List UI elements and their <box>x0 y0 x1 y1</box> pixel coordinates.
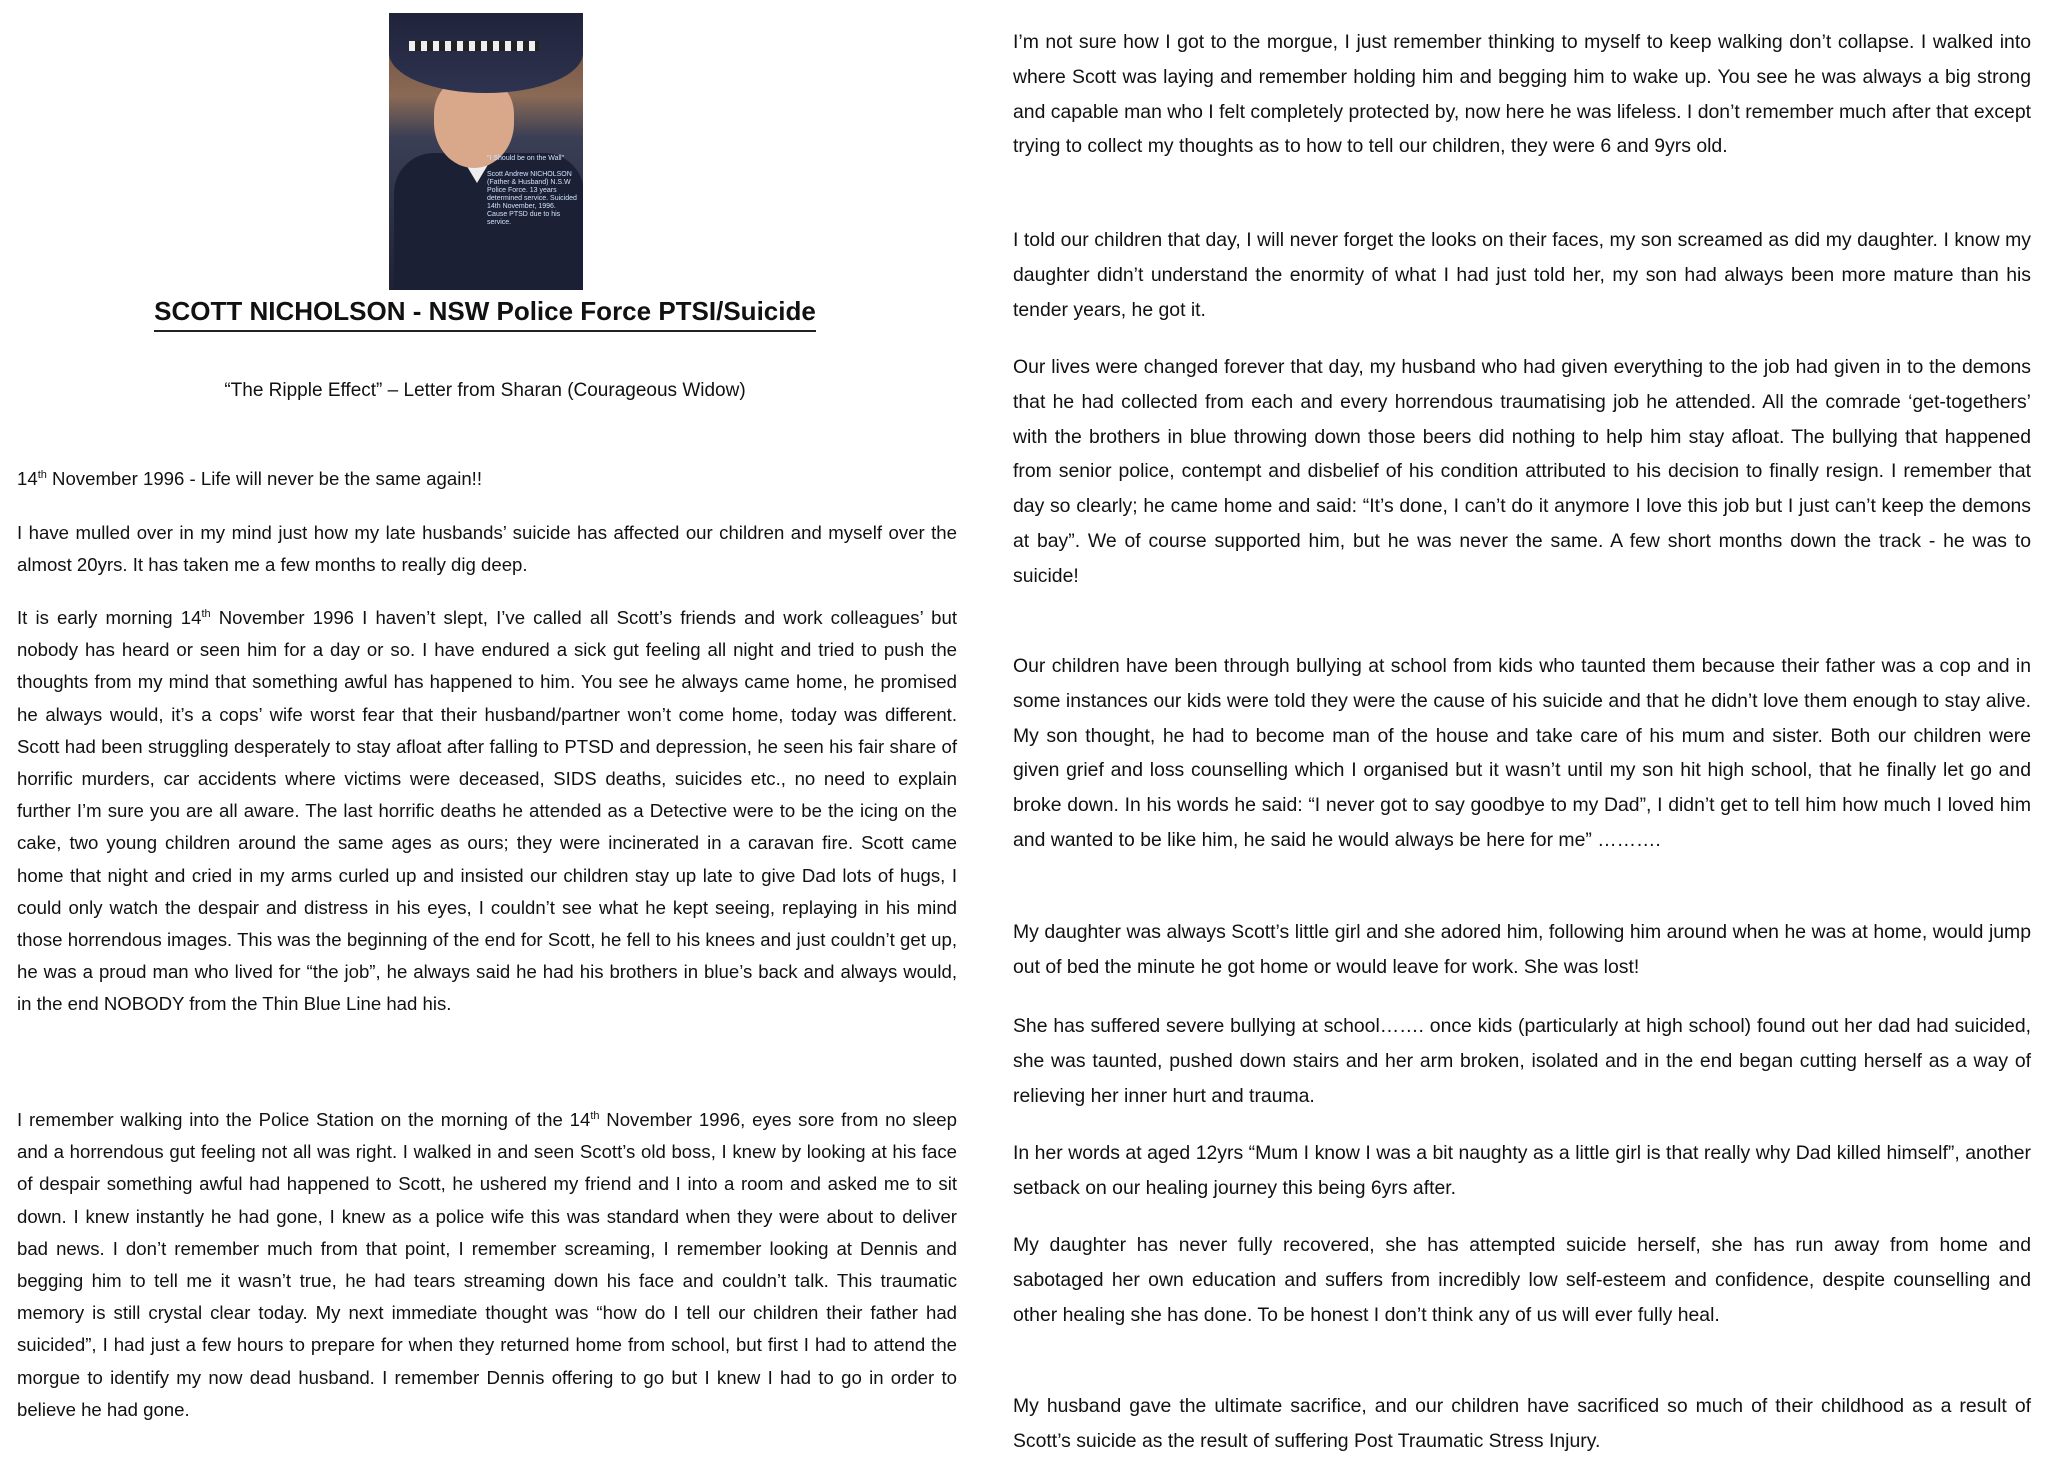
paragraph: Our children have been through bullying at school from kids who taunted them because their father was a cop and in some instances our kids were told they were the cause of his suicide and that he didn’t love them enough to stay alive. My son thought, he had to become man of the house and take care of his mum and sister. Both our children were given grief and loss counselling which I organised but it wasn’t until my son hit high school, that he finally let go and broke down. In his words he said: “I never got to say goodbye to my Dad”, I didn’t get to tell him how much I loved him and wanted to be like him, he said he would always be here for me” ………. <box>1013 655 2031 851</box>
officer-photo <box>389 13 583 290</box>
paragraph: She has suffered severe bullying at school……. once kids (particularly at high school) found out her dad had suicided, she was taunted, pushed down stairs and her arm broken, isolated and in the end began cutting herself as a way of relieving her inner hurt and trauma. <box>1013 1015 2031 1107</box>
subtitle: “The Ripple Effect” – Letter from Sharan (Courageous Widow) <box>224 380 746 401</box>
paragraph: I remember walking into the Police Station on the morning of the 14th November 1996, eyes sore from no sleep and a horrendous gut feeling not all was right. I walked in and seen Scott’s old boss, I knew by looking at his face of despair something awful had happened to Scott, he ushered my friend and I into a room and asked me to sit down. I knew instantly he had gone, I knew as a police wife this was standard when they were about to deliver bad news. I don’t remember much from that point, I remember screaming, I remember looking at Dennis and begging him to tell me it wasn’t true, he had tears streaming down his face and couldn’t talk. This traumatic memory is still crystal clear today. My next immediate thought was “how do I tell our children their father had suicided”, I had just a few hours to prepare for when they returned home from school, but first I had to attend the morgue to identify my now dead husband. I remember Dennis offering to go but I knew I had to go in order to believe he had gone. <box>17 1109 957 1420</box>
paragraph: In her words at aged 12yrs “Mum I know I was a bit naughty as a little girl is that really why Dad killed himself”, another setback on our healing journey this being 6yrs after. <box>1013 1142 2031 1199</box>
paragraph: My daughter was always Scott’s little girl and she adored him, following him around when he was at home, would jump out of bed the minute he got home or would leave for work. She was lost! <box>1013 921 2031 978</box>
paragraph: I told our children that day, I will never forget the looks on their faces, my son screamed as did my daughter. I know my daughter didn’t understand the enormity of what I had just told her, my son had always been more mature than his tender years, he got it. <box>1013 229 2031 321</box>
page-title: SCOTT NICHOLSON - NSW Police Force PTSI/Suicide <box>0 296 970 327</box>
paragraph: My daughter has never fully recovered, she has attempted suicide herself, she has run away from home and sabotaged her own education and suffers from incredibly low self-esteem and confidence, despite counselling and other healing she has done. To be honest I don’t think any of us will ever fully heal. <box>1013 1234 2031 1326</box>
paragraph: I have mulled over in my mind just how my late husbands’ suicide has affected our children and myself over the almost 20yrs. It has taken me a few months to really dig deep. <box>17 522 957 576</box>
police-cap <box>389 13 583 93</box>
photo-caption: "I Should be on the Wall" Scott Andrew NICHOLSON (Father & Husband) N.S.W Police Force. 13 years determined service. Suicided 14th November, 1996. Cause PTSD due to his service. <box>487 155 577 226</box>
date-heading: 14th November 1996 - Life will never be the same again!! <box>17 468 482 489</box>
paragraph: Our lives were changed forever that day, my husband who had given everything to the job had given in to the demons that he had collected from each and every horrendous traumatising job he attended. All the comrade ‘get-togethers’ with the brothers in blue throwing down those beers did nothing to help him stay afloat. The bullying that happened from senior police, contempt and disbelief of his condition attributed to his decision to finally resign. I remember that day so clearly; he came home and said: “It’s done, I can’t do it anymore I love this job but I just can’t keep the demons at bay”. We of course supported him, but he was never the same. A few short months down the track - he was to suicide! <box>1013 356 2031 587</box>
paragraph: It is early morning 14th November 1996 I haven’t slept, I’ve called all Scott’s friends and work colleagues’ but nobody has heard or seen him for a day or so. I have endured a sick gut feeling all night and tried to push the thoughts from my mind that something awful has happened to him. You see he always came home, he promised he always would, it’s a cops’ wife worst fear that their husband/partner won’t come home, today was different. Scott had been struggling desperately to stay afloat after falling to PTSD and depression, he seen his fair share of horrific murders, car accidents where victims were deceased, SIDS deaths, suicides etc., no need to explain further I’m sure you are all aware. The last horrific deaths he attended as a Detective were to be the icing on the cake, two young children around the same ages as ours; they were incinerated in a caravan fire. Scott came home that night and cried in my arms curled up and insisted our children stay up late to give Dad lots of hugs, I could only watch the despair and distress in his eyes, I couldn’t see what he kept seeing, replaying in his mind those horrendous images. This was the beginning of the end for Scott, he fell to his knees and just couldn’t get up, he was a proud man who lived for “the job”, he always said he had his brothers in blue’s back and always would, in the end NOBODY from the Thin Blue Line had his. <box>17 607 957 1015</box>
paragraph: My husband gave the ultimate sacrifice, and our children have sacrificed so much of their childhood as a result of Scott’s suicide as the result of suffering Post Traumatic Stress Injury. <box>1013 1395 2031 1452</box>
paragraph: I’m not sure how I got to the morgue, I just remember thinking to myself to keep walking don’t collapse. I walked into where Scott was laying and remember holding him and begging him to wake up. You see he was always a big strong and capable man who I felt completely protected by, now here he was lifeless. I don’t remember much after that except trying to collect my thoughts as to how to tell our children, they were 6 and 9yrs old. <box>1013 31 2031 158</box>
